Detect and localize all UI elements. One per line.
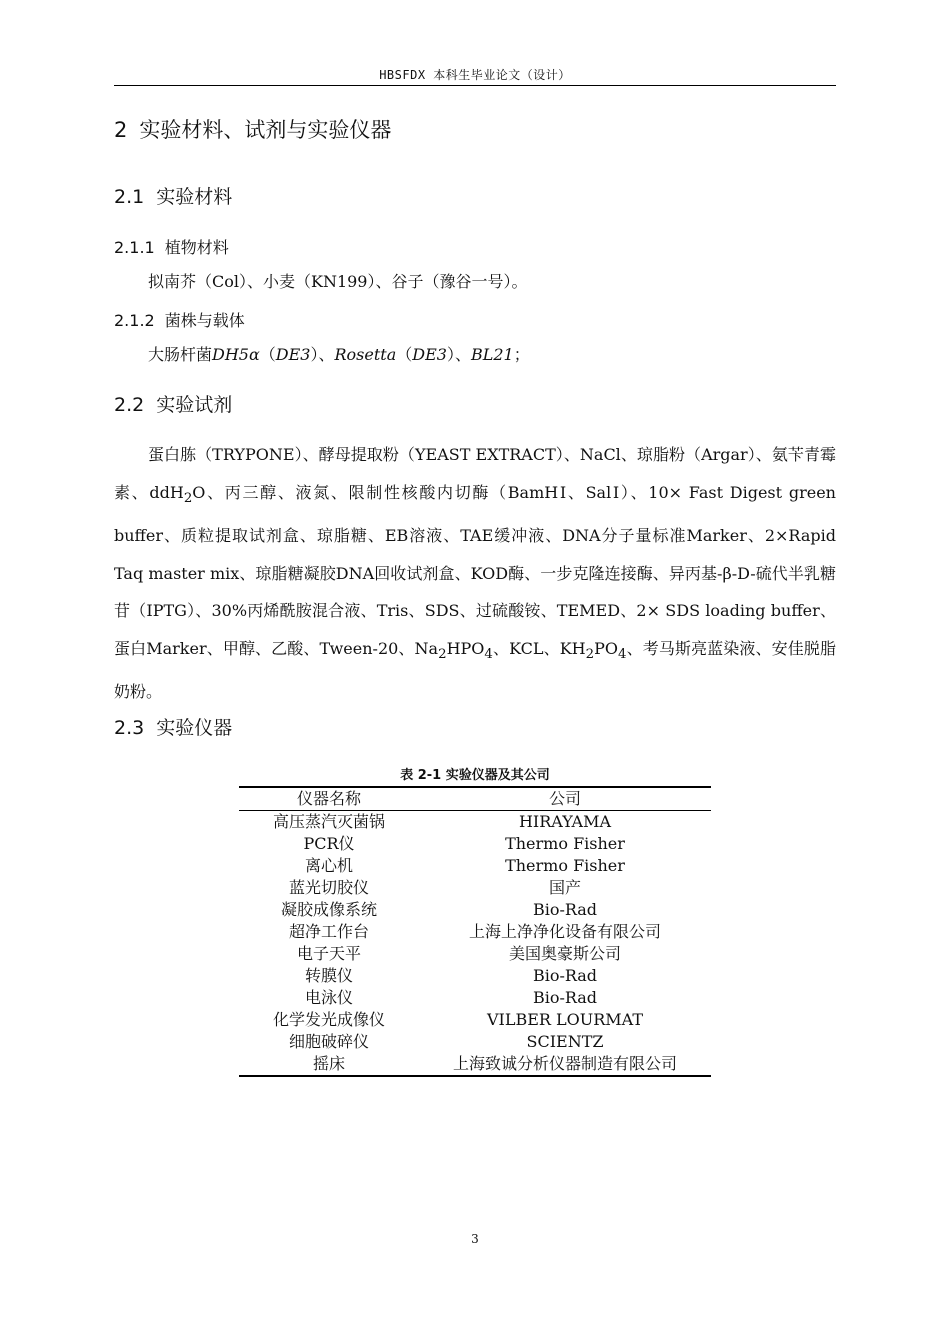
table-row bbox=[239, 943, 711, 965]
instrument-name-cell: 超净工作台 bbox=[288, 922, 369, 941]
subsection-number: 2.1.1 bbox=[114, 238, 155, 257]
company-cell: HIRAYAMA bbox=[518, 812, 612, 831]
section-number: 2.3 bbox=[114, 717, 145, 739]
table-header-row bbox=[239, 787, 711, 811]
company-cell: SCIENTZ bbox=[526, 1032, 604, 1051]
table-row bbox=[239, 877, 711, 899]
subscript: 2 bbox=[585, 646, 595, 662]
company-cell: 上海上净净化设备有限公司 bbox=[468, 922, 661, 941]
table-row bbox=[239, 1009, 711, 1031]
instrument-name-cell: 凝胶成像系统 bbox=[280, 900, 377, 919]
strains-prefix: 大肠杆菌 bbox=[148, 345, 213, 364]
table-row bbox=[239, 921, 711, 943]
strains-text bbox=[148, 342, 530, 365]
instrument-name-cell: PCR仪 bbox=[303, 834, 355, 853]
instrument-name-cell: 转膜仪 bbox=[304, 966, 353, 985]
instrument-name-cell: 化学发光成像仪 bbox=[272, 1010, 385, 1029]
table-row bbox=[239, 987, 711, 1009]
instrument-name-cell: 高压蒸汽灭菌锅 bbox=[272, 812, 385, 831]
table-row bbox=[239, 899, 711, 921]
table-row bbox=[239, 855, 711, 877]
company-cell: VILBER LOURMAT bbox=[486, 1010, 644, 1029]
instrument-name-cell: 蓝光切胶仪 bbox=[288, 878, 369, 897]
page-header: HBSFDX 本科生毕业论文（设计） bbox=[379, 68, 571, 82]
section-title: 实验材料 bbox=[156, 186, 233, 208]
section-number: 2.1 bbox=[114, 186, 145, 208]
company-cell: 国产 bbox=[548, 878, 581, 897]
subsection-title: 植物材料 bbox=[164, 238, 229, 257]
reagents-text: 蛋白胨（TRYPONE）、酵母提取粉（YEAST EXTRACT）、NaCl、琼脂粉（Argar）、氨苄青霉素、ddH bbox=[114, 445, 836, 502]
strain-name: Rosetta bbox=[334, 345, 397, 364]
page-number: 3 bbox=[471, 1232, 479, 1246]
reagents-text: HPO bbox=[446, 638, 485, 658]
punct: ； bbox=[513, 345, 530, 364]
table-caption: 表 2-1 实验仪器及其公司 bbox=[400, 768, 550, 783]
section-title: 实验试剂 bbox=[156, 394, 233, 416]
company-cell: Thermo Fisher bbox=[505, 856, 625, 875]
punct: ）、 bbox=[310, 345, 335, 364]
reagents-text: O、丙三醇、液氮、限制性核酸内切酶（BamHⅠ、SalⅠ）、10× Fast Digest green buffer、质粒提取试剂盒、琼脂糖、EB溶液、TAE缓冲液、DNA分子量标准Marker、2×Rapid Taq master mix、琼脂糖凝胶DNA回收试剂盒、KOD酶、一步克隆连接酶、异丙基-β-D-硫代半乳糖苷（IPTG）、30%丙烯酰胺混合液、Tris、SDS、过硫酸铵、TEMED、2× SDS loading buffer、蛋白Marker、甲醇、乙酸、Tween-20、Na bbox=[114, 482, 836, 658]
punct: （ bbox=[259, 345, 276, 364]
chapter-number: 2 bbox=[114, 118, 128, 142]
company-cell: 美国奥豪斯公司 bbox=[508, 944, 621, 963]
subsection-heading-strains bbox=[114, 308, 245, 331]
section-title: 实验仪器 bbox=[156, 717, 233, 739]
subscript: 4 bbox=[484, 646, 493, 662]
table-row bbox=[239, 811, 711, 834]
reagents-text: PO bbox=[594, 638, 619, 658]
company-cell: Bio-Rad bbox=[532, 966, 598, 985]
subscript: 4 bbox=[618, 646, 627, 662]
subscript: 2 bbox=[438, 646, 447, 662]
reagents-paragraph bbox=[114, 436, 836, 711]
subsection-number: 2.1.2 bbox=[114, 311, 155, 330]
company-cell: Bio-Rad bbox=[532, 988, 598, 1007]
chapter-title: 实验材料、试剂与实验仪器 bbox=[139, 118, 392, 142]
section-heading-materials bbox=[114, 182, 232, 209]
column-header-instrument: 仪器名称 bbox=[296, 789, 361, 808]
header-rule bbox=[114, 85, 836, 86]
subsection-heading-plants bbox=[114, 235, 229, 258]
strain-name: BL21 bbox=[470, 345, 514, 364]
subscript: 2 bbox=[183, 490, 193, 506]
table-row bbox=[239, 965, 711, 987]
punct: ）、 bbox=[446, 345, 471, 364]
strain-name: DH5α bbox=[212, 345, 260, 364]
plant-materials-text: 拟南芥（Col）、小麦（KN199）、谷子（豫谷一号）。 bbox=[148, 272, 528, 291]
subsection-title: 菌株与载体 bbox=[164, 311, 245, 330]
table-row bbox=[239, 1053, 711, 1076]
column-header-company: 公司 bbox=[548, 789, 581, 808]
instruments-table bbox=[239, 786, 711, 1077]
strain-name: DE3 bbox=[275, 345, 311, 364]
chapter-heading bbox=[114, 114, 391, 144]
reagents-text: 、KCL、KH bbox=[492, 638, 586, 658]
instrument-name-cell: 细胞破碎仪 bbox=[288, 1032, 369, 1051]
instrument-name-cell: 电子天平 bbox=[296, 944, 361, 963]
reagents-text: 、考马斯亮蓝染液、安佳脱脂奶粉。 bbox=[114, 638, 836, 702]
section-heading-instruments bbox=[114, 713, 232, 740]
section-number: 2.2 bbox=[114, 394, 145, 416]
instrument-name-cell: 离心机 bbox=[304, 856, 353, 875]
instrument-name-cell: 摇床 bbox=[312, 1054, 345, 1073]
instrument-name-cell: 电泳仪 bbox=[304, 988, 353, 1007]
strain-name: DE3 bbox=[412, 345, 447, 364]
section-heading-reagents bbox=[114, 390, 232, 417]
company-cell: Thermo Fisher bbox=[505, 834, 625, 853]
table-row bbox=[239, 833, 711, 855]
company-cell: Bio-Rad bbox=[532, 900, 598, 919]
punct: （ bbox=[396, 345, 413, 364]
company-cell: 上海致诚分析仪器制造有限公司 bbox=[452, 1054, 677, 1073]
table-row bbox=[239, 1031, 711, 1053]
